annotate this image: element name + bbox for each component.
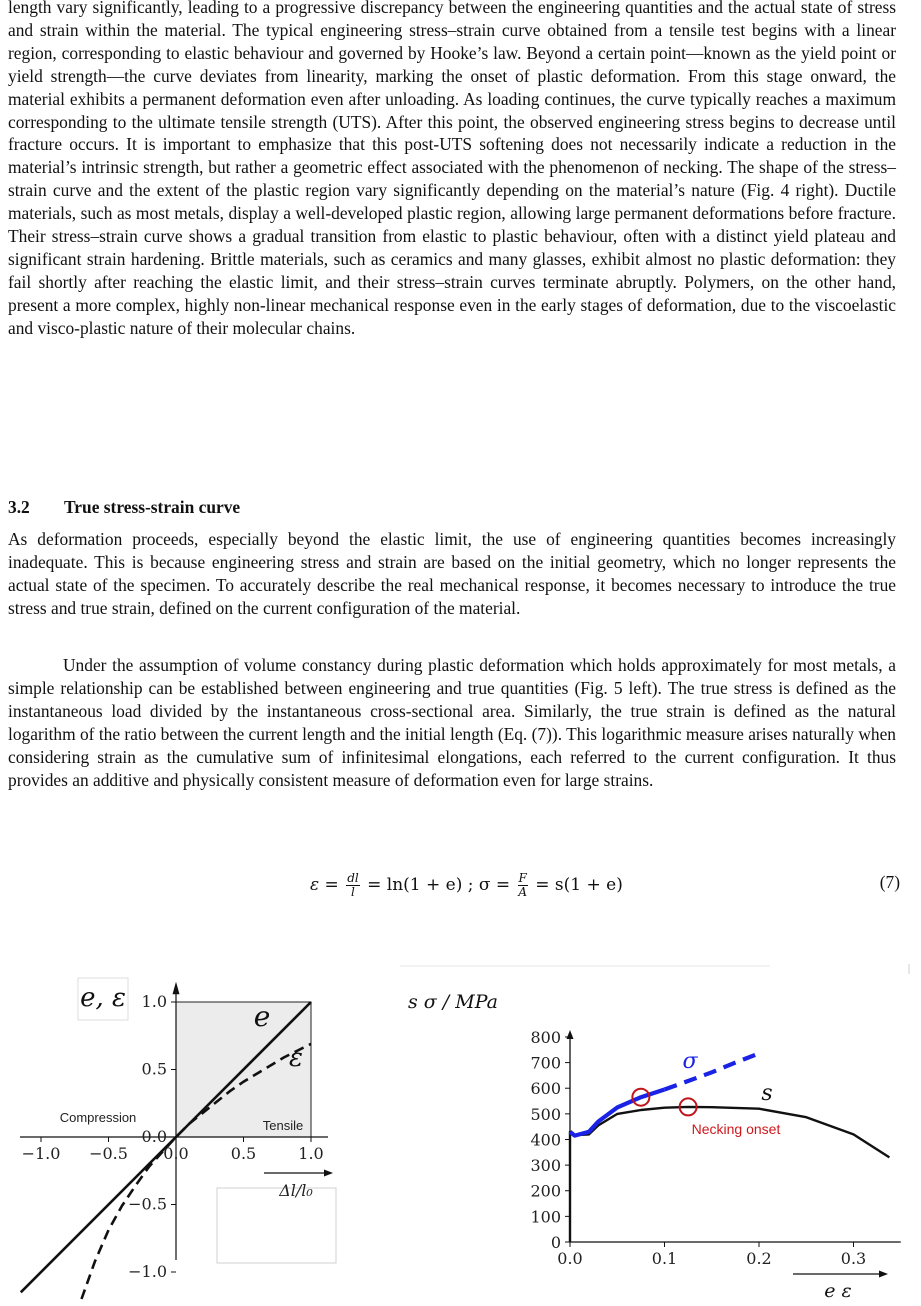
strain-comparison-figure xyxy=(0,960,340,1281)
y-tick-label: 200 xyxy=(530,1181,561,1201)
x-tick-label: 0.0 xyxy=(557,1249,583,1268)
x-tick-label: 1.0 xyxy=(298,1144,324,1163)
fraction-numerator: F xyxy=(518,871,527,885)
x-axis-label: Δl/l₀ xyxy=(279,1181,313,1200)
series-label-sigma: σ xyxy=(682,1049,698,1074)
y-axis-label: s σ / MPa xyxy=(408,991,498,1013)
y-axis-arrow xyxy=(567,1030,574,1039)
y-axis-arrow xyxy=(173,982,180,994)
paragraph-volume-constancy: Under the assumption of volume constancy during plastic deformation which holds approximately for most metals, a simple relationship can be established between engineering and true quantities (Fig. 5 left). The true stress is defined as the instantaneous load divided by the instantaneous cross-sectional area. Similarly, the true strain is defined as the natural logarithm of the ratio between the current length and the initial length (Eq. (7)). This logarithmic measure arises naturally when considering strain as the cumulative sum of infinitesimal elongations, each referred to the current configuration. It thus provides an additive and physically consistent measure of deformation even for large strains. xyxy=(8,655,896,790)
x-label-arrow-head xyxy=(879,1271,888,1278)
y-tick-label: −0.5 xyxy=(128,1194,167,1214)
equation-lhs: ε = xyxy=(310,875,345,895)
paragraph-stress-strain-curve: length vary significantly, leading to a progressive discrepancy between the engineering quantities and the actual state of stress and strain within the material. The typical engineering stress–strain curve obtained from a tensile test begins with a linear region, corresponding to elastic behaviour and governed by Hooke’s law. Beyond a certain point—known as the yield point or yield strength—the curve deviates from linearity, marking the onset of plastic deformation. From this stage onward, the material exhibits a permanent deformation even after unloading. As loading continues, the curve typically reaches a maximum corresponding to the ultimate tensile strength (UTS). After this point, the observed engineering stress begins to decrease until fracture occurs. It is important to emphasize that this post-UTS softening does not necessarily indicate a reduction in the material’s intrinsic strength, but rather a geometric effect associated with the phenomenon of necking. The shape of the stress–strain curve and the extent of the plastic region vary significantly depending on the material’s nature (Fig. 4 right). Ductile materials, such as most metals, display a well-developed plastic region, allowing large permanent deformations before fracture. Their stress–strain curve shows a gradual transition from elastic to plastic behaviour, often with a distinct yield plateau and significant strain hardening. Brittle materials, such as ceramics and many glasses, exhibit almost no plastic deformation: they fail shortly after reaching the elastic limit, and their stress–strain curves terminate abruptly. Polymers, on the other hand, present a more complex, highly non-linear mechanical response even in the early stages of deformation, due to the viscoelastic and visco-plastic nature of their molecular chains. xyxy=(8,0,896,338)
y-tick-label: 500 xyxy=(530,1104,561,1124)
compression-label: Compression xyxy=(59,1110,137,1125)
empty-box xyxy=(217,1188,336,1263)
series-label-e: e xyxy=(253,1000,271,1033)
fraction-denominator: A xyxy=(518,885,528,899)
y-tick-label: 700 xyxy=(530,1053,561,1073)
x-tick-label: −0.5 xyxy=(89,1144,128,1163)
equation-rhs: = s(1 + e) xyxy=(529,875,623,895)
x-tick-label: 0.1 xyxy=(651,1249,678,1268)
equation-middle: = ln(1 + e) ; σ = xyxy=(361,875,516,895)
y-tick-label: 400 xyxy=(530,1130,561,1150)
series-label-epsilon: ε xyxy=(289,1043,303,1073)
y-tick-label: 1.0 xyxy=(141,992,167,1011)
stress-strain-figure xyxy=(398,962,913,1306)
fraction-denominator: l xyxy=(351,885,355,899)
y-tick-label: 300 xyxy=(530,1156,561,1176)
section-title: True stress-strain curve xyxy=(64,497,241,517)
fraction-dl-l xyxy=(346,872,360,899)
y-tick-label: 600 xyxy=(530,1079,561,1099)
y-tick-label: 100 xyxy=(530,1207,561,1227)
equation-7 xyxy=(310,866,900,900)
section-number: 3.2 xyxy=(8,497,30,517)
x-tick-label: 0.2 xyxy=(746,1249,772,1268)
paragraph-true-quantities: As deformation proceeds, especially beyond the elastic limit, the use of engineering quantities becomes increasingly inadequate. This is because engineering stress and strain are based on the initial geometry, which no longer represents the actual state of the specimen. To accurately describe the real mechanical response, it becomes necessary to introduce the true stress and true strain, defined on the current configuration of the material. xyxy=(8,529,896,618)
x-axis-label: e ε xyxy=(824,1280,852,1302)
y-tick-label: 0.0 xyxy=(141,1127,167,1146)
series-line-engineering-strain xyxy=(21,1002,311,1292)
y-tick-label: 800 xyxy=(530,1027,561,1047)
equation-body xyxy=(310,872,623,899)
y-axis-label: e, ε xyxy=(80,983,126,1013)
fraction-f-a xyxy=(518,872,528,899)
series-label-s: s xyxy=(761,1081,773,1106)
equation-number: (7) xyxy=(879,872,900,892)
x-tick-label: 0.0 xyxy=(163,1144,189,1163)
x-tick-label: 0.3 xyxy=(840,1249,867,1268)
y-tick-label: 0 xyxy=(550,1233,561,1252)
section-heading xyxy=(8,497,240,518)
x-tick-label: −1.0 xyxy=(21,1144,61,1163)
fraction-numerator: dl xyxy=(347,871,359,885)
necking-onset-label: Necking onset xyxy=(691,1121,781,1137)
y-tick-label: −1.0 xyxy=(128,1262,167,1281)
tensile-label: Tensile xyxy=(262,1118,304,1133)
y-tick-label: 0.5 xyxy=(141,1059,167,1079)
series-line-true-stress-dashed xyxy=(665,1053,760,1089)
x-tick-label: 0.5 xyxy=(230,1144,257,1163)
x-label-arrow-head xyxy=(324,1170,333,1177)
